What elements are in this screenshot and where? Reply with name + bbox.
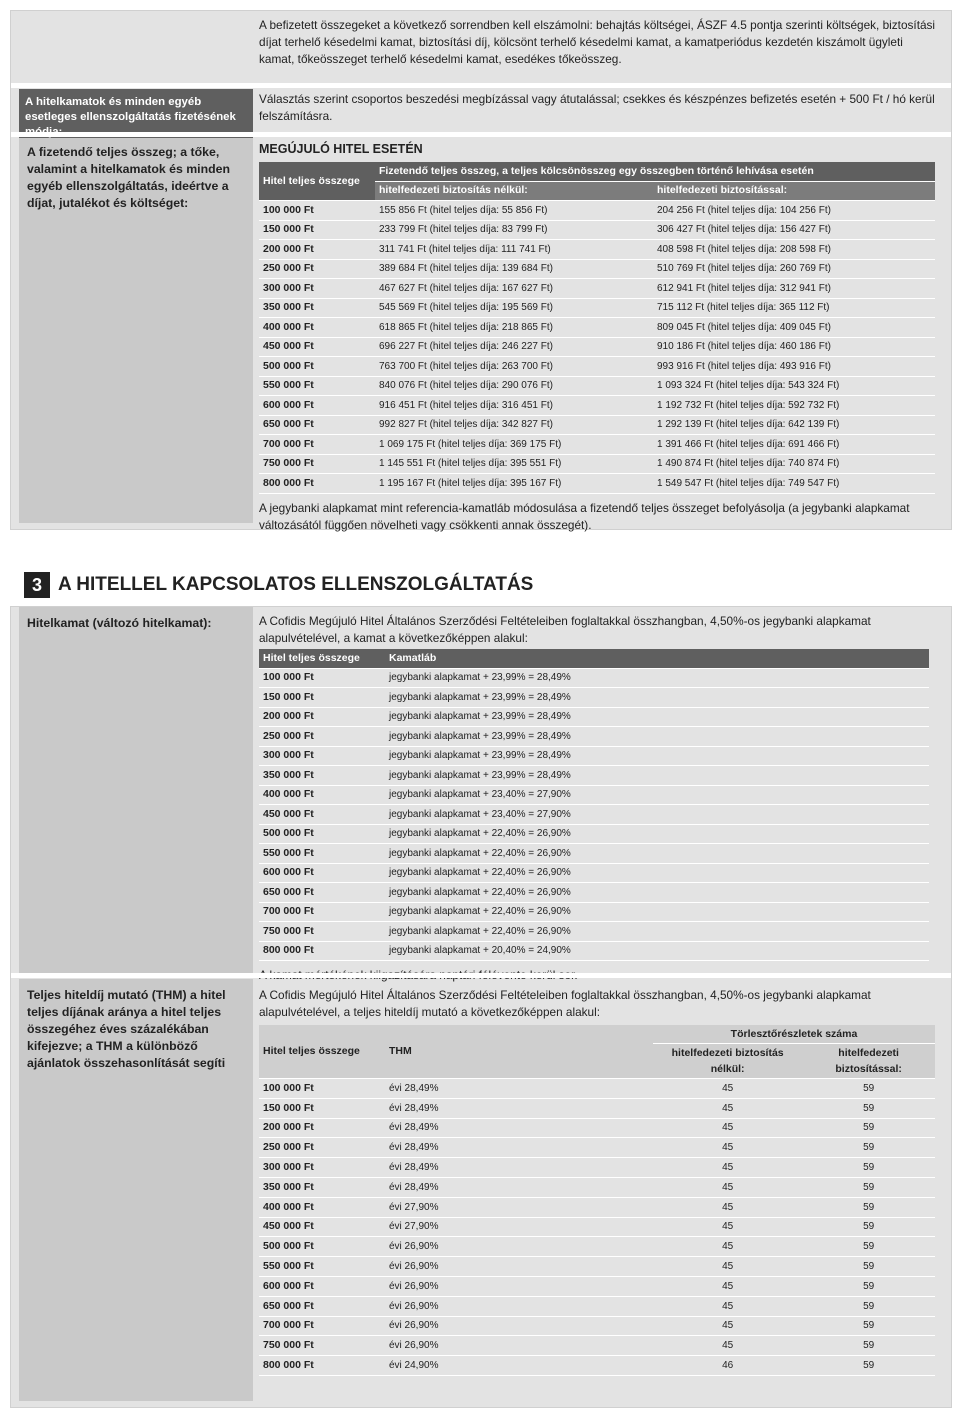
table-row xyxy=(259,883,929,903)
order-text: A befizetett összegeket a következő sorrendben kell elszámolni: behajtás költségei, ÁSZF 4.5 pontja szerinti költségek, biztosítási díjat terhelő késedelmi kamat, biztosítási díj, kölcsönt terhelő késedelmi kamat, a kamatperiódus kezdetén kiszámolt ügyleti kamat, tőkeösszeget terhelő késedelmi kamat, esedékes tőkeösszeg. xyxy=(259,18,936,66)
table-row xyxy=(259,201,935,221)
loan-amount-cell: 550 000 Ft xyxy=(259,1257,385,1277)
installments-without-insurance-cell: 46 xyxy=(653,1356,802,1376)
loan-amount-cell: 550 000 Ft xyxy=(259,376,375,396)
thm-value-cell: évi 28,49% xyxy=(385,1177,653,1197)
interest-rate-cell: jegybanki alapkamat + 23,99% = 28,49% xyxy=(385,668,929,688)
table-row xyxy=(259,922,929,942)
row-separator xyxy=(11,973,951,978)
loan-amount-cell: 300 000 Ft xyxy=(259,1158,385,1178)
total-without-insurance-cell: 155 856 Ft (hitel teljes díja: 55 856 Ft) xyxy=(375,201,653,221)
thm-value-cell: évi 27,90% xyxy=(385,1217,653,1237)
installments-with-insurance-cell: 59 xyxy=(802,1296,935,1316)
table-row xyxy=(259,1356,935,1376)
table-row xyxy=(259,668,929,688)
total-without-insurance-cell: 311 741 Ft (hitel teljes díja: 111 741 Ft) xyxy=(375,240,653,260)
total-with-insurance-cell: 1 093 324 Ft (hitel teljes díja: 543 324 Ft) xyxy=(653,376,935,396)
total-amount-table xyxy=(259,162,935,494)
total-without-insurance-cell: 696 227 Ft (hitel teljes díja: 246 227 Ft) xyxy=(375,337,653,357)
table-row xyxy=(259,824,929,844)
interest-rate-cell: jegybanki alapkamat + 23,99% = 28,49% xyxy=(385,688,929,708)
loan-amount-cell: 450 000 Ft xyxy=(259,805,385,825)
total-with-insurance-cell: 809 045 Ft (hitel teljes díja: 409 045 Ft) xyxy=(653,318,935,338)
loan-amount-cell: 650 000 Ft xyxy=(259,1296,385,1316)
loan-amount-cell: 650 000 Ft xyxy=(259,415,375,435)
total-with-insurance-cell: 612 941 Ft (hitel teljes díja: 312 941 Ft) xyxy=(653,279,935,299)
thm-value-cell: évi 28,49% xyxy=(385,1118,653,1138)
interest-rate-cell: jegybanki alapkamat + 22,40% = 26,90% xyxy=(385,824,929,844)
table-row xyxy=(259,318,935,338)
loan-amount-cell: 750 000 Ft xyxy=(259,454,375,474)
interest-table-body xyxy=(259,668,929,961)
loan-amount-cell: 250 000 Ft xyxy=(259,1138,385,1158)
total-with-insurance-cell: 510 769 Ft (hitel teljes díja: 260 769 Ft) xyxy=(653,259,935,279)
section-number-badge: 3 xyxy=(24,572,50,598)
row-separator xyxy=(11,83,951,88)
total-with-insurance-cell: 1 391 466 Ft (hitel teljes díja: 691 466 Ft) xyxy=(653,435,935,455)
table-row xyxy=(259,1079,935,1099)
total-without-insurance-cell: 992 827 Ft (hitel teljes díja: 342 827 Ft) xyxy=(375,415,653,435)
table-row xyxy=(259,1217,935,1237)
interest-cell xyxy=(259,613,929,984)
interest-rate-table xyxy=(259,649,929,961)
table-row xyxy=(259,1257,935,1277)
installments-without-insurance-cell: 45 xyxy=(653,1217,802,1237)
loan-amount-cell: 500 000 Ft xyxy=(259,1237,385,1257)
interest-rate-cell: jegybanki alapkamat + 22,40% = 26,90% xyxy=(385,902,929,922)
installments-without-insurance-cell: 45 xyxy=(653,1079,802,1099)
installments-without-insurance-cell: 45 xyxy=(653,1098,802,1118)
loan-amount-cell: 800 000 Ft xyxy=(259,941,385,961)
installments-without-insurance-cell: 45 xyxy=(653,1177,802,1197)
installments-with-insurance-cell: 59 xyxy=(802,1217,935,1237)
table-row xyxy=(259,337,935,357)
table-row xyxy=(259,1138,935,1158)
total-with-insurance-cell: 408 598 Ft (hitel teljes díja: 208 598 Ft) xyxy=(653,240,935,260)
installments-without-insurance-cell: 45 xyxy=(653,1336,802,1356)
installments-with-insurance-cell: 59 xyxy=(802,1177,935,1197)
total-amount-label: A fizetendő teljes összeg; a tőke, valamint a hitelkamatok és minden egyéb ellenszolgáltatás, ideértve a díjat, jutalékot és költséget: xyxy=(27,145,230,210)
total-without-insurance-cell: 763 700 Ft (hitel teljes díja: 263 700 Ft) xyxy=(375,357,653,377)
total-with-insurance-cell: 306 427 Ft (hitel teljes díja: 156 427 Ft) xyxy=(653,220,935,240)
loan-amount-cell: 600 000 Ft xyxy=(259,1276,385,1296)
loan-amount-cell: 450 000 Ft xyxy=(259,337,375,357)
loan-amount-cell: 600 000 Ft xyxy=(259,396,375,416)
table-row xyxy=(259,766,929,786)
total-without-insurance-cell: 1 069 175 Ft (hitel teljes díja: 369 175 Ft) xyxy=(375,435,653,455)
table-row xyxy=(259,1276,935,1296)
interest-rate-cell: jegybanki alapkamat + 23,40% = 27,90% xyxy=(385,785,929,805)
loan-amount-cell: 200 000 Ft xyxy=(259,707,385,727)
table-row xyxy=(259,298,935,318)
total-with-insurance-cell: 993 916 Ft (hitel teljes díja: 493 916 Ft) xyxy=(653,357,935,377)
interest-rate-cell: jegybanki alapkamat + 22,40% = 26,90% xyxy=(385,863,929,883)
installments-with-insurance-cell: 59 xyxy=(802,1138,935,1158)
left-interest-cell xyxy=(19,607,253,973)
col-group-installments: Törlesztőrészletek száma xyxy=(653,1025,935,1044)
loan-amount-cell: 750 000 Ft xyxy=(259,1336,385,1356)
table-row xyxy=(259,1197,935,1217)
table-row xyxy=(259,688,929,708)
thm-value-cell: évi 27,90% xyxy=(385,1197,653,1217)
loan-amount-cell: 400 000 Ft xyxy=(259,318,375,338)
loan-amount-cell: 350 000 Ft xyxy=(259,298,375,318)
left-thm-cell xyxy=(19,979,253,1401)
loan-amount-cell: 100 000 Ft xyxy=(259,1079,385,1099)
reference-rate-note: A jegybanki alapkamat mint referencia-kamatláb módosulása a fizetendő teljes összeget befolyásolja (a jegybanki alapkamat változásától függően növelheti vagy csökkenti annak összegét). xyxy=(259,500,910,532)
total-with-insurance-cell: 1 490 874 Ft (hitel teljes díja: 740 874 Ft) xyxy=(653,454,935,474)
thm-value-cell: évi 26,90% xyxy=(385,1237,653,1257)
col-header-amount: Hitel teljes összege xyxy=(259,162,375,201)
installments-with-insurance-cell: 59 xyxy=(802,1257,935,1277)
credit-charges-section xyxy=(10,606,952,1408)
thm-value-cell: évi 28,49% xyxy=(385,1079,653,1099)
total-without-insurance-cell: 233 799 Ft (hitel teljes díja: 83 799 Ft) xyxy=(375,220,653,240)
installments-without-insurance-cell: 45 xyxy=(653,1138,802,1158)
interest-rate-cell: jegybanki alapkamat + 22,40% = 26,90% xyxy=(385,844,929,864)
loan-amount-cell: 700 000 Ft xyxy=(259,902,385,922)
loan-amount-cell: 800 000 Ft xyxy=(259,1356,385,1376)
interest-rate-cell: jegybanki alapkamat + 22,40% = 26,90% xyxy=(385,883,929,903)
left-blank-cell xyxy=(19,17,253,87)
table-row xyxy=(259,1098,935,1118)
total-without-insurance-cell: 916 451 Ft (hitel teljes díja: 316 451 Ft) xyxy=(375,396,653,416)
loan-amount-cell: 250 000 Ft xyxy=(259,259,375,279)
thm-value-cell: évi 26,90% xyxy=(385,1316,653,1336)
installments-with-insurance-cell: 59 xyxy=(802,1197,935,1217)
col-header-amount: Hitel teljes összege xyxy=(259,1025,385,1079)
table-row xyxy=(259,785,929,805)
interest-rate-cell: jegybanki alapkamat + 23,99% = 28,49% xyxy=(385,707,929,727)
loan-amount-cell: 650 000 Ft xyxy=(259,883,385,903)
installments-with-insurance-cell: 59 xyxy=(802,1079,935,1099)
loan-amount-cell: 300 000 Ft xyxy=(259,279,375,299)
installments-with-insurance-cell: 59 xyxy=(802,1336,935,1356)
left-total-cell xyxy=(19,138,253,523)
total-with-insurance-cell: 204 256 Ft (hitel teljes díja: 104 256 Ft) xyxy=(653,201,935,221)
interest-rate-cell: jegybanki alapkamat + 20,40% = 24,90% xyxy=(385,941,929,961)
installments-without-insurance-cell: 45 xyxy=(653,1158,802,1178)
loan-amount-cell: 450 000 Ft xyxy=(259,1217,385,1237)
installments-without-insurance-cell: 45 xyxy=(653,1237,802,1257)
col-header-rate: Kamatláb xyxy=(385,649,929,668)
table-row xyxy=(259,1118,935,1138)
table-row xyxy=(259,454,935,474)
total-without-insurance-cell: 545 569 Ft (hitel teljes díja: 195 569 Ft) xyxy=(375,298,653,318)
total-without-insurance-cell: 389 684 Ft (hitel teljes díja: 139 684 Ft) xyxy=(375,259,653,279)
col-header-without-insurance: hitelfedezeti biztosítás nélkül: xyxy=(653,1044,802,1079)
installments-without-insurance-cell: 45 xyxy=(653,1296,802,1316)
payment-method-text: Választás szerint csoportos beszedési megbízással vagy átutalással; csekkes és készpénzes befizetés esetén + 500 Ft / hó kerül felszámításra. xyxy=(259,92,935,123)
loan-amount-cell: 150 000 Ft xyxy=(259,1098,385,1118)
installments-with-insurance-cell: 59 xyxy=(802,1356,935,1376)
loan-amount-cell: 150 000 Ft xyxy=(259,220,375,240)
interest-rate-cell: jegybanki alapkamat + 23,99% = 28,49% xyxy=(385,766,929,786)
payment-method-label: A hitelkamatok és minden egyéb esetleges ellenszolgáltatás fizetésének xyxy=(19,89,253,144)
thm-table xyxy=(259,1025,935,1376)
order-text-cell xyxy=(259,17,939,68)
installments-with-insurance-cell: 59 xyxy=(802,1158,935,1178)
table-row xyxy=(259,376,935,396)
table-row xyxy=(259,474,935,494)
section-3-heading xyxy=(24,572,533,598)
loan-amount-cell: 600 000 Ft xyxy=(259,863,385,883)
col-group-header: Fizetendő teljes összeg, a teljes kölcsönösszeg egy összegben történő lehívása esetén xyxy=(375,162,935,181)
table-row xyxy=(259,396,935,416)
interest-intro: A Cofidis Megújuló Hitel Általános Szerződési Feltételeiben foglaltakkal összhangban, 4,50%-os jegybanki alapkamat alapulvételével, a kamat a következőképpen alakul: xyxy=(259,614,871,645)
installments-with-insurance-cell: 59 xyxy=(802,1098,935,1118)
thm-value-cell: évi 26,90% xyxy=(385,1336,653,1356)
interest-label: Hitelkamat (változó hitelkamat): xyxy=(27,616,212,630)
total-without-insurance-cell: 618 865 Ft (hitel teljes díja: 218 865 Ft) xyxy=(375,318,653,338)
installments-without-insurance-cell: 45 xyxy=(653,1257,802,1277)
thm-intro: A Cofidis Megújuló Hitel Általános Szerződési Feltételeiben foglaltakkal összhangban, 4,50%-os jegybanki alapkamat alapulvételével, a teljes hiteldíj mutató a következőképpen alakul: xyxy=(259,988,871,1019)
table-row xyxy=(259,727,929,747)
installments-without-insurance-cell: 45 xyxy=(653,1118,802,1138)
section-3-title: A HITELLEL KAPCSOLATOS ELLENSZOLGÁLTATÁS xyxy=(58,574,534,596)
table-row xyxy=(259,415,935,435)
installments-with-insurance-cell: 59 xyxy=(802,1316,935,1336)
thm-value-cell: évi 28,49% xyxy=(385,1138,653,1158)
table-title: MEGÚJULÓ HITEL ESETÉN xyxy=(259,142,423,156)
installments-without-insurance-cell: 45 xyxy=(653,1316,802,1336)
thm-table-body xyxy=(259,1079,935,1376)
loan-amount-cell: 700 000 Ft xyxy=(259,435,375,455)
thm-value-cell: évi 26,90% xyxy=(385,1276,653,1296)
method-text-cell xyxy=(259,91,939,125)
table-row xyxy=(259,357,935,377)
interest-rate-cell: jegybanki alapkamat + 23,40% = 27,90% xyxy=(385,805,929,825)
total-with-insurance-cell: 1 549 547 Ft (hitel teljes díja: 749 547 Ft) xyxy=(653,474,935,494)
total-without-insurance-cell: 840 076 Ft (hitel teljes díja: 290 076 Ft) xyxy=(375,376,653,396)
loan-amount-cell: 200 000 Ft xyxy=(259,240,375,260)
total-with-insurance-cell: 715 112 Ft (hitel teljes díja: 365 112 Ft) xyxy=(653,298,935,318)
table-row xyxy=(259,435,935,455)
loan-amount-cell: 400 000 Ft xyxy=(259,1197,385,1217)
total-without-insurance-cell: 467 627 Ft (hitel teljes díja: 167 627 Ft) xyxy=(375,279,653,299)
loan-amount-cell: 750 000 Ft xyxy=(259,922,385,942)
loan-amount-cell: 200 000 Ft xyxy=(259,1118,385,1138)
interest-rate-cell: jegybanki alapkamat + 23,99% = 28,49% xyxy=(385,727,929,747)
col-header-thm: THM xyxy=(385,1025,653,1079)
table-row xyxy=(259,805,929,825)
table-row xyxy=(259,863,929,883)
col-header-without-insurance: hitelfedezeti biztosítás nélkül: xyxy=(375,181,653,201)
installments-with-insurance-cell: 59 xyxy=(802,1276,935,1296)
loan-amount-cell: 350 000 Ft xyxy=(259,766,385,786)
loan-amount-cell: 100 000 Ft xyxy=(259,201,375,221)
interest-rate-cell: jegybanki alapkamat + 23,99% = 28,49% xyxy=(385,746,929,766)
total-without-insurance-cell: 1 145 551 Ft (hitel teljes díja: 395 551 Ft) xyxy=(375,454,653,474)
loan-amount-cell: 500 000 Ft xyxy=(259,824,385,844)
installments-with-insurance-cell: 59 xyxy=(802,1237,935,1257)
thm-value-cell: évi 28,49% xyxy=(385,1098,653,1118)
table-row xyxy=(259,1177,935,1197)
interest-rate-cell: jegybanki alapkamat + 22,40% = 26,90% xyxy=(385,922,929,942)
total-with-insurance-cell: 1 292 139 Ft (hitel teljes díja: 642 139 Ft) xyxy=(653,415,935,435)
table-row xyxy=(259,279,935,299)
thm-value-cell: évi 26,90% xyxy=(385,1257,653,1277)
loan-amount-cell: 100 000 Ft xyxy=(259,668,385,688)
installments-without-insurance-cell: 45 xyxy=(653,1197,802,1217)
installments-with-insurance-cell: 59 xyxy=(802,1118,935,1138)
table-row xyxy=(259,1336,935,1356)
table-row xyxy=(259,1296,935,1316)
loan-amount-cell: 250 000 Ft xyxy=(259,727,385,747)
thm-label: Teljes hiteldíj mutató (THM) a hitel teljes díjának aránya a hitel teljes összegéhez éves százalékában kifejezve; a THM a különböző ajánlatok összehasonlítását segíti xyxy=(27,988,226,1070)
col-header-amount: Hitel teljes összege xyxy=(259,649,385,668)
thm-cell xyxy=(259,987,935,1376)
table-row xyxy=(259,902,929,922)
thm-value-cell: évi 28,49% xyxy=(385,1158,653,1178)
total-table-body xyxy=(259,201,935,494)
table-row xyxy=(259,1158,935,1178)
row-separator xyxy=(11,132,951,137)
table-row xyxy=(259,844,929,864)
col-header-with-insurance: hitelfedezeti biztosítással: xyxy=(802,1044,935,1079)
loan-amount-cell: 300 000 Ft xyxy=(259,746,385,766)
loan-amount-cell: 400 000 Ft xyxy=(259,785,385,805)
total-table-cell xyxy=(259,141,935,534)
table-row xyxy=(259,941,929,961)
table-row xyxy=(259,1316,935,1336)
loan-amount-cell: 550 000 Ft xyxy=(259,844,385,864)
total-with-insurance-cell: 1 192 732 Ft (hitel teljes díja: 592 732 Ft) xyxy=(653,396,935,416)
loan-amount-cell: 350 000 Ft xyxy=(259,1177,385,1197)
loan-amount-cell: 700 000 Ft xyxy=(259,1316,385,1336)
table-row xyxy=(259,707,929,727)
table-row xyxy=(259,220,935,240)
total-with-insurance-cell: 910 186 Ft (hitel teljes díja: 460 186 Ft) xyxy=(653,337,935,357)
table-row xyxy=(259,240,935,260)
left-header-cell xyxy=(19,89,253,132)
table-row xyxy=(259,746,929,766)
thm-value-cell: évi 24,90% xyxy=(385,1356,653,1376)
total-without-insurance-cell: 1 195 167 Ft (hitel teljes díja: 395 167 Ft) xyxy=(375,474,653,494)
payment-section xyxy=(10,10,952,530)
installments-without-insurance-cell: 45 xyxy=(653,1276,802,1296)
col-header-with-insurance: hitelfedezeti biztosítással: xyxy=(653,181,935,201)
loan-amount-cell: 500 000 Ft xyxy=(259,357,375,377)
loan-amount-cell: 150 000 Ft xyxy=(259,688,385,708)
loan-amount-cell: 800 000 Ft xyxy=(259,474,375,494)
table-row xyxy=(259,259,935,279)
table-row xyxy=(259,1237,935,1257)
thm-value-cell: évi 26,90% xyxy=(385,1296,653,1316)
